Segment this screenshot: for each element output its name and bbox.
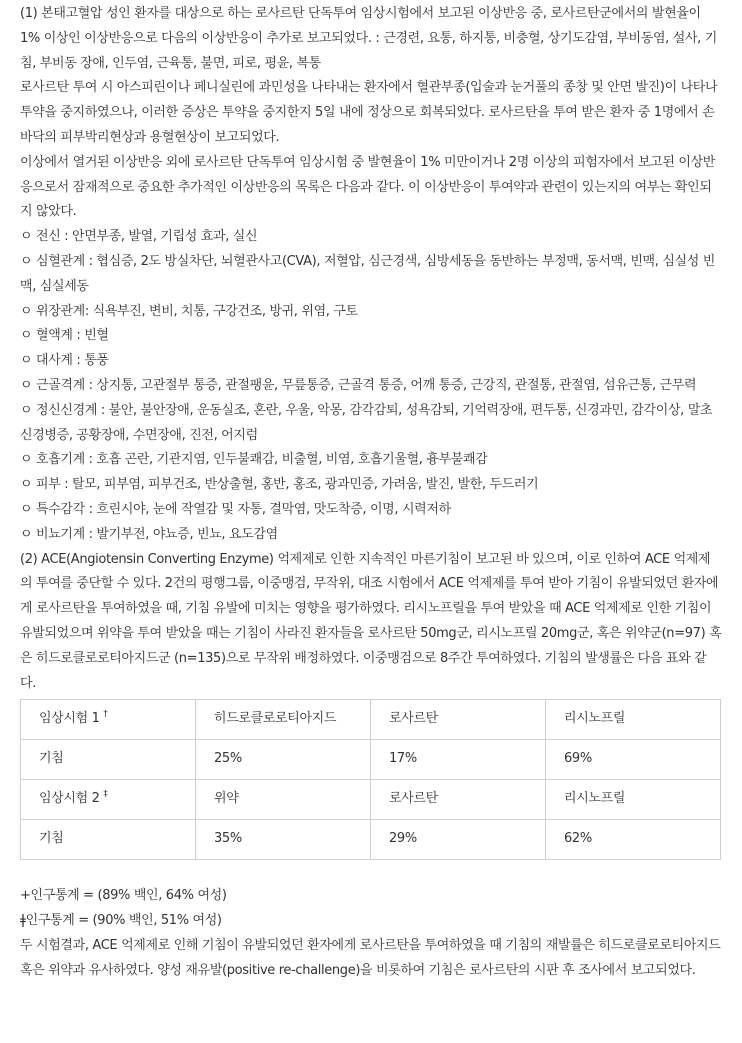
bullet-respiratory: ㅇ 호흡기계 : 호흡 곤란, 기관지염, 인두불쾌감, 비출혈, 비염, 호흡기울혈, 흉부불쾌감	[20, 452, 488, 468]
table-cell: 29%	[371, 820, 546, 860]
table-row	[21, 780, 721, 820]
section1-paragraph-1: (1) 본태고혈압 성인 환자를 대상으로 하는 로사르탄 단독투여 임상시험에서 보고된 이상반응 중, 로사르탄군에서의 발현율이 1% 이상인 이상반응으로 다음의 이상반응이 추가로 보고되었다. : 근경련, 요통, 하지통, 비충혈, 상기도감염, 부비동염, 설사, 기침, 부비동 장애, 인두염, 근육통, 불면, 피로, 평윤, 복통	[20, 6, 717, 71]
table-cell: 17%	[371, 740, 546, 780]
closing-paragraph: 두 시험결과, ACE 억제제로 인해 기침이 유발되었던 환자에게 로사르탄을 투여하였을 때 기침의 재발률은 히드로클로로티아지드 혹은 위약과 유사하였다. 양성 재유발(positive re-challenge)을 비롯하여 기침은 로사르탄의 시판 후 조사에서 보고되었다.	[20, 937, 721, 978]
bullet-skin: ㅇ 피부 : 탈모, 피부염, 피부건조, 반상출혈, 홍반, 홍조, 광과민증, 가려움, 발진, 발한, 두드러기	[20, 477, 539, 493]
table-cell: 위약	[196, 780, 371, 820]
bullet-cardiovascular: ㅇ 심혈관계 : 협심증, 2도 방실차단, 뇌혈관사고(CVA), 저혈압, 심근경색, 심방세동을 동반하는 부정맥, 동서맥, 빈맥, 심실성 빈맥, 심실세동	[20, 253, 715, 294]
table-cell: 로사르탄	[371, 780, 546, 820]
table-row	[21, 740, 721, 780]
bullet-metabolic: ㅇ 대사계 : 통풍	[20, 353, 109, 369]
table-cell: 25%	[196, 740, 371, 780]
table-cell: 기침	[21, 740, 196, 780]
section2-paragraph: (2) ACE(Angiotensin Converting Enzyme) 억제제로 인한 지속적인 마른기침이 보고된 바 있으며, 이로 인하여 ACE 억제제의 투여를 중단할 수 있다. 2건의 평행그룹, 이중맹검, 무작위, 대조 시험에서 ACE 억제제를 투여 받아 기침이 유발되었던 환자에게 로사르탄을 투여하였을 때, 기침 유발에 미치는 영향을 평가하였다. 리시노프릴을 투여 받았을 때 ACE 억제제로 인한 기침이 유발되었으며 위약을 투여 받았을 때는 기침이 사라진 환자들을 로사르탄 50mg군, 리시노프릴 20mg군, 혹은 위약군(n=97) 혹은 히드로클로로티아지드군 (n=135)으로 무작위 배정하였다. 이중맹검으로 8주간 투여하였다. 기침의 발생률은 다음 표와 같다.	[20, 551, 722, 691]
table-cell: 62%	[546, 820, 721, 860]
table-cell: 로사르탄	[371, 700, 546, 740]
section1-paragraph-2: 로사르탄 투여 시 아스피린이나 페니실린에 과민성을 나타내는 환자에서 혈관부종(입술과 눈거풀의 종창 및 안면 발진)이 나타나 투약을 중지하였으나, 이러한 증상은 투약을 중지한지 5일 내에 정상으로 회복되었다. 로사르탄을 투여 받은 환자 중 1명에서 손바닥의 피부박리현상과 용혈현상이 보고되었다.	[20, 80, 718, 145]
table-cell: 69%	[546, 740, 721, 780]
bullet-urogenital: ㅇ 비뇨기계 : 발기부전, 야뇨증, 빈뇨, 요도감염	[20, 526, 278, 542]
bullet-musculoskeletal: ㅇ 근골격계 : 상지통, 고관절부 통증, 관절팽윤, 무릎통증, 근골격 통증, 어깨 통증, 근강직, 관절통, 관절염, 섬유근통, 근무력	[20, 377, 697, 393]
footnote-mark: ‡	[103, 790, 108, 801]
table-row	[21, 820, 721, 860]
cough-incidence-table	[20, 699, 721, 860]
bullet-general: ㅇ 전신 : 안면부종, 발열, 기립성 효과, 실신	[20, 229, 258, 245]
trial-2-label: 임상시험 2	[39, 791, 100, 807]
footnote-mark: †	[103, 710, 108, 721]
table-cell: 35%	[196, 820, 371, 860]
footnotes	[20, 884, 722, 934]
table-cell: 리시노프릴	[546, 780, 721, 820]
cough-incidence-table-wrapper	[20, 699, 722, 860]
table-row	[21, 700, 721, 740]
table-cell	[21, 700, 196, 740]
bullet-hematologic: ㅇ 혈액계 : 빈혈	[20, 328, 109, 344]
bullet-neuropsychiatric: ㅇ 정신신경계 : 불안, 불안장애, 운동실조, 혼란, 우울, 악몽, 감각감퇴, 성욕감퇴, 기억력장애, 편두통, 신경과민, 감각이상, 말초신경병증, 공황장애, 수면장애, 진전, 어지럼	[20, 402, 713, 443]
trial-1-label: 임상시험 1	[39, 711, 100, 727]
table-cell: 기침	[21, 820, 196, 860]
bullet-gastrointestinal: ㅇ 위장관계: 식욕부진, 변비, 치통, 구강건조, 방귀, 위염, 구토	[20, 303, 358, 319]
bullet-special-senses: ㅇ 특수감각 : 흐린시야, 눈에 작열감 및 자통, 결막염, 맛도착증, 이명, 시력저하	[20, 501, 451, 517]
footnote-trial-2: ǂ인구통계 = (90% 백인, 51% 여성)	[20, 913, 222, 929]
footnote-trial-1: +인구통계 = (89% 백인, 64% 여성)	[20, 888, 227, 904]
table-cell: 히드로클로로티아지드	[196, 700, 371, 740]
section1-paragraph-3: 이상에서 열거된 이상반응 외에 로사르탄 단독투여 임상시험 중 발현율이 1% 미만이거나 2명 이상의 피험자에서 보고된 이상반응으로서 잠재적으로 중요한 추가적인 이상반응의 목록은 다음과 같다. 이 이상반응이 투여약과 관련이 있는지의 여부는 확인되지 않았다.	[20, 154, 715, 220]
table-cell: 리시노프릴	[546, 700, 721, 740]
table-cell	[21, 780, 196, 820]
